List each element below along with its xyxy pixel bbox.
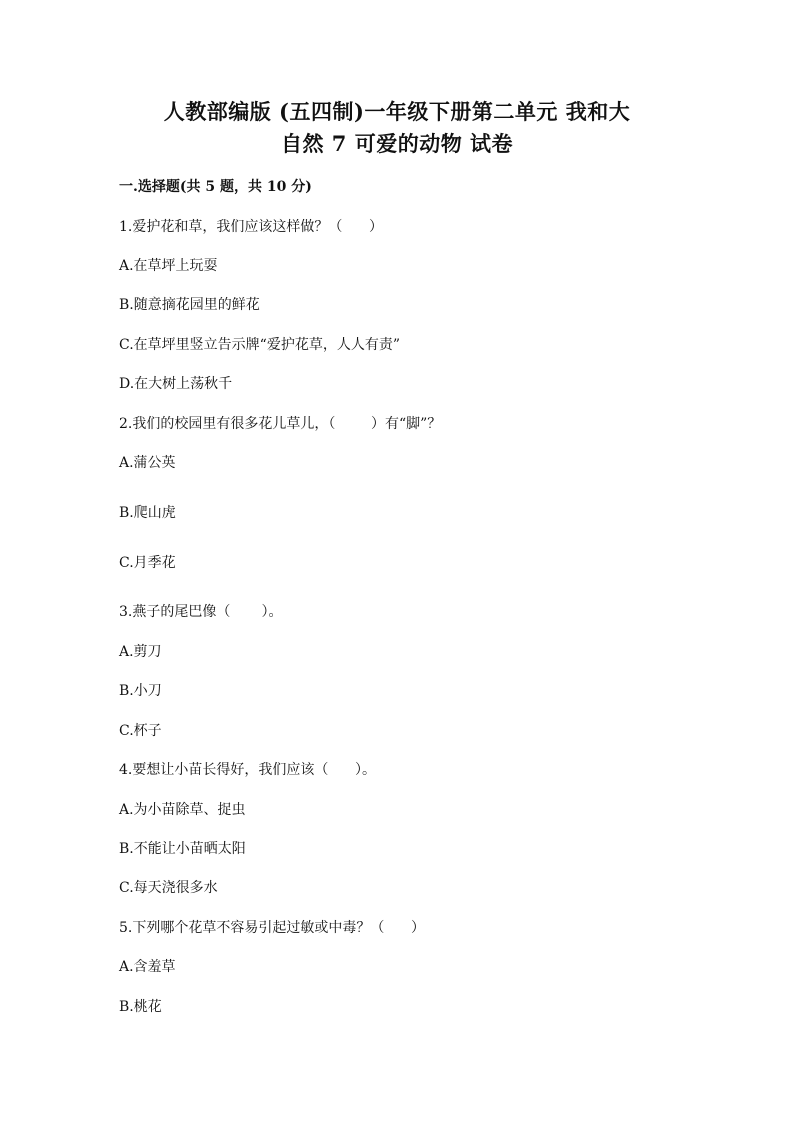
option-5b: B.桃花 — [119, 999, 162, 1015]
question-stem-3: 3.燕子的尾巴像（ ）。 — [119, 604, 283, 620]
option-3c: C.杯子 — [119, 723, 162, 739]
page-title — [0, 96, 794, 160]
option-2b: B.爬山虎 — [119, 505, 176, 521]
option-2a: A.蒲公英 — [119, 455, 176, 471]
option-5a: A.含羞草 — [119, 959, 176, 975]
option-4c: C.每天浇很多水 — [119, 880, 218, 896]
option-1c: C.在草坪里竖立告示牌“爱护花草，人人有责” — [119, 337, 400, 353]
question-stem-1: 1.爱护花和草，我们应该这样做？（ ） — [119, 219, 384, 235]
option-1d: D.在大树上荡秋千 — [119, 376, 233, 392]
title-line-1: 人教部编版 (五四制)一年级下册第二单元 我和大 — [163, 99, 631, 124]
option-4b: B.不能让小苗晒太阳 — [119, 841, 246, 857]
question-stem-2: 2.我们的校园里有很多花儿草儿，（ ）有“脚”？ — [119, 416, 442, 432]
section-heading: 一.选择题(共 5 题，共 10 分) — [119, 179, 312, 195]
title-line-2: 自然 7 可爱的动物 试卷 — [280, 131, 514, 156]
option-4a: A.为小苗除草、捉虫 — [119, 802, 246, 818]
option-3b: B.小刀 — [119, 683, 162, 699]
option-1b: B.随意摘花园里的鲜花 — [119, 297, 260, 313]
question-stem-5: 5.下列哪个花草不容易引起过敏或中毒？（ ） — [119, 920, 426, 936]
option-1a: A.在草坪上玩耍 — [119, 258, 218, 274]
question-stem-4: 4.要想让小苗长得好，我们应该（ ）。 — [119, 762, 377, 778]
option-3a: A.剪刀 — [119, 644, 162, 660]
option-2c: C.月季花 — [119, 555, 176, 571]
